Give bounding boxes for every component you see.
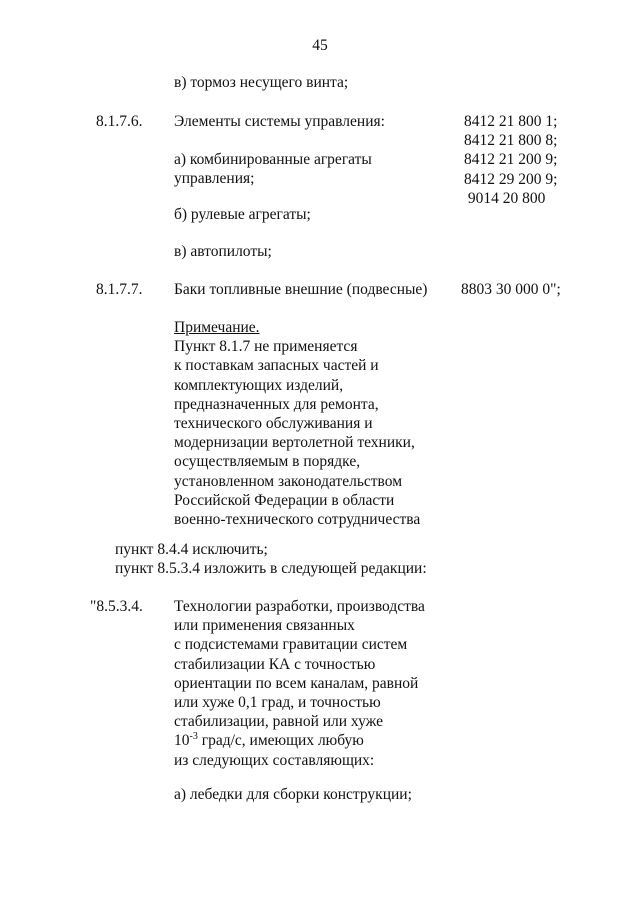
power-exponent: -3 <box>189 731 198 743</box>
note-line: предназначенных для ремонта, <box>174 395 379 413</box>
section-number-8534: "8.5.3.4. <box>90 598 143 615</box>
section-text-8534 <box>174 597 425 770</box>
item-v-8176: в) автопилоты; <box>174 243 272 260</box>
section-title-8176: Элементы системы управления: <box>174 113 385 130</box>
item-line: а) комбинированные агрегаты <box>174 151 372 168</box>
power-base: 10 <box>174 732 190 750</box>
item-brake: в) тормоз несущего винта; <box>174 74 349 91</box>
text-line: с подсистемами гравитации систем <box>174 636 408 654</box>
text-line: или хуже 0,1 град, и точностью <box>174 693 381 711</box>
section-number-8176: 8.1.7.6. <box>96 113 143 130</box>
power-rest: град/с, имеющих любую <box>197 732 364 750</box>
note-line: к поставкам запасных частей и <box>174 357 379 375</box>
code-8177: 8803 30 000 0"; <box>461 281 561 298</box>
code-line: 8412 21 800 8; <box>464 132 558 150</box>
text-line: или применения связанных <box>174 617 355 635</box>
text-line: стабилизации, равной или хуже <box>174 713 384 731</box>
text-line: стабилизации КА с точностью <box>174 655 376 673</box>
text-line: из следующих составляющих: <box>174 751 375 769</box>
page-number: 45 <box>312 37 328 54</box>
note-line: осуществляемым в порядке, <box>174 453 361 471</box>
note-line: установленном законодательством <box>174 472 403 490</box>
item-b-8176: б) рулевые агрегаты; <box>174 206 311 223</box>
note-block <box>174 318 420 529</box>
note-line: модернизации вертолетной техники, <box>174 434 415 452</box>
code-line: 9014 20 800 <box>464 189 546 207</box>
item-a-8176 <box>174 150 372 188</box>
section-number-8177: 8.1.7.7. <box>96 281 143 298</box>
instruction-8-4-4: пункт 8.4.4 исключить; <box>115 541 268 558</box>
section-title-8177: Баки топливные внешние (подвесные) <box>174 281 428 298</box>
instruction-8-5-3-4: пункт 8.5.3.4 изложить в следующей редакции: <box>115 560 427 577</box>
item-line: управления; <box>174 170 255 188</box>
note-line: технического обслуживания и <box>174 414 373 432</box>
code-line: 8412 21 800 1; <box>464 113 558 130</box>
code-list-8176 <box>464 112 557 208</box>
note-heading: Примечание. <box>174 319 260 336</box>
text-line: Технологии разработки, производства <box>174 598 425 615</box>
code-line: 8412 21 200 9; <box>464 151 558 169</box>
text-line: ориентации по всем каналам, равной <box>174 674 419 692</box>
note-line: военно-технического сотрудничества <box>174 510 421 528</box>
note-line: Российской Федерации в области <box>174 491 395 509</box>
note-line: комплектующих изделий, <box>174 376 344 394</box>
text-line-superscript <box>174 731 425 750</box>
note-line: Пункт 8.1.7 не применяется <box>174 338 358 356</box>
item-a-8534: а) лебедки для сборки конструкции; <box>174 786 412 803</box>
code-line: 8412 29 200 9; <box>464 170 558 188</box>
